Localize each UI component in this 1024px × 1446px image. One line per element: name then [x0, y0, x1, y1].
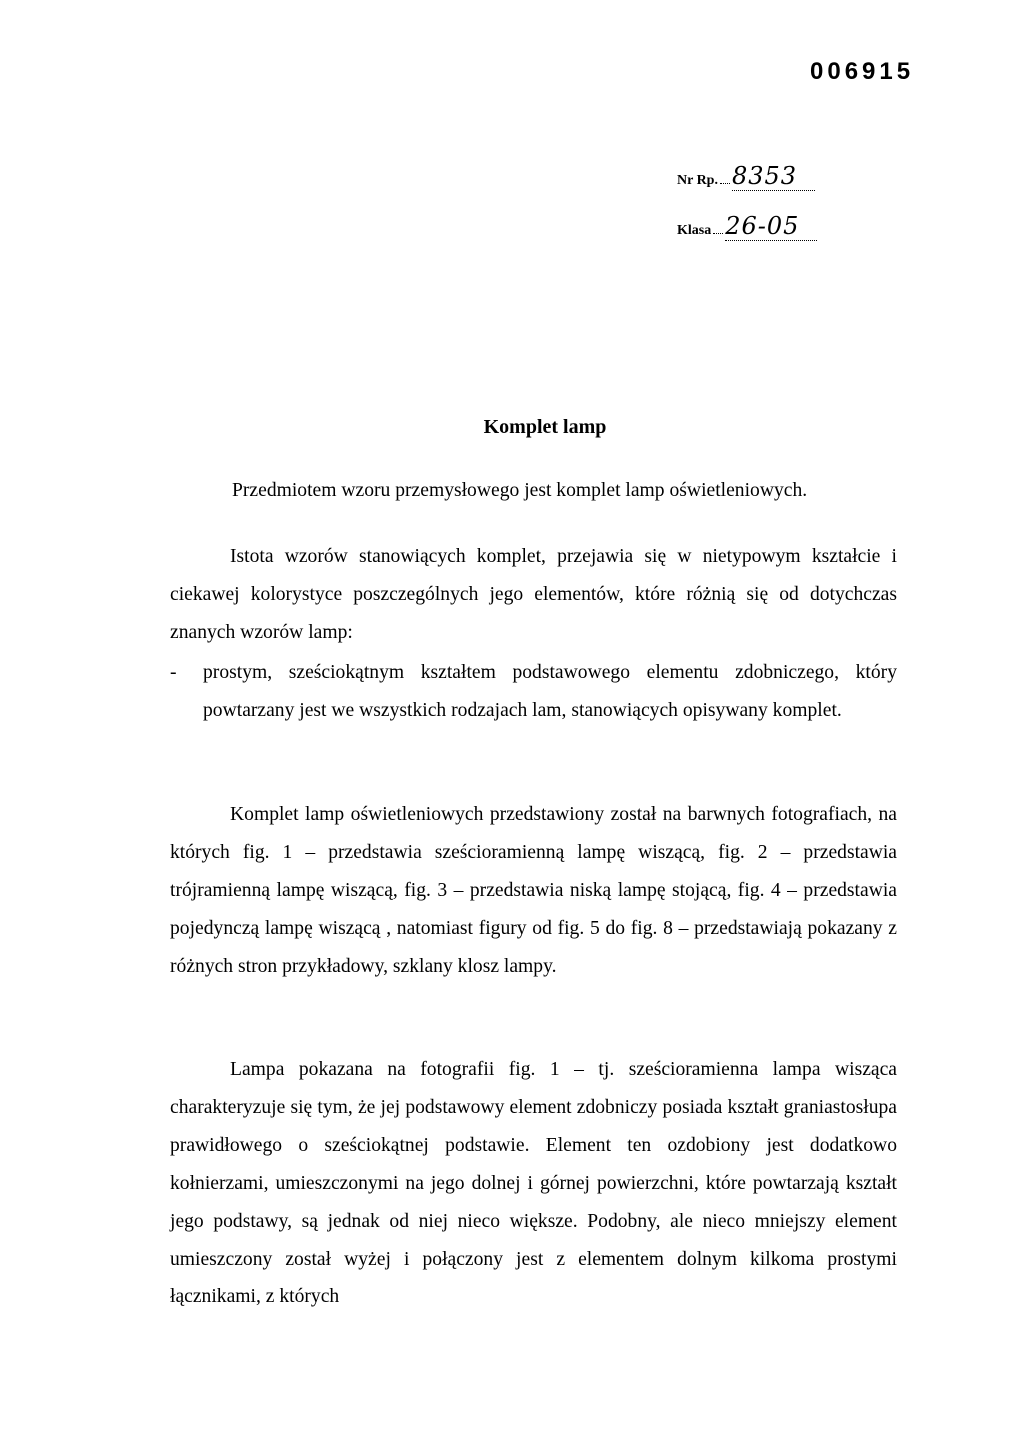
paragraph-lamp-description: Lampa pokazana na fotografii fig. 1 – tj. sześcioramienna lampa wisząca charakteryzuje się tym, że jej podstawowy element zdobniczy posiada kształt graniastosłupa prawidłowego o sześciokątnej podstawie. Element ten ozdobiony jest dodatkowo kołnierzami, umieszczonymi na jego dolnej i górnej powierzchni, które powtarzają kształt jego podstawy, są jednak od niej nieco większe. Podobny, ale nieco mniejszy element umieszczony został wyżej i połączony jest z elementem dolnym kilkoma prostymi łącznikami, z których	[170, 1059, 897, 1308]
registration-number-label: Nr Rp.	[677, 173, 718, 188]
class-line	[677, 212, 817, 241]
document-title: Komplet lamp	[483, 416, 607, 438]
document-number: 006915	[810, 58, 915, 85]
class-label: Klasa	[677, 223, 712, 238]
list-bullet-dash: -	[170, 662, 177, 683]
paragraph-set-description: Komplet lamp oświetleniowych przedstawiony został na barwnych fotografiach, na których fig. 1 – przedstawia sześcioramienną lampę wiszącą, fig. 2 – przedstawia trójramienną lampę wiszącą, fig. 3 – przedstawia niską lampę stojącą, fig. 4 – przedstawia pojedynczą lampę wiszącą , natomiast figury od fig. 5 do fig. 8 – przedstawiają pokazany z różnych stron przykładowy, szklany klosz lampy.	[170, 804, 897, 977]
registration-number-line	[677, 162, 815, 191]
list-item-shape: prostym, sześciokątnym kształtem podstawowego elementu zdobniczego, który powtarzany jest we wszystkich rodzajach lam, stanowiących opisywany komplet.	[203, 662, 897, 721]
registration-number-value: 8353	[732, 162, 815, 191]
class-value: 26-05	[725, 212, 817, 241]
dotted-leader	[713, 232, 723, 234]
dotted-leader	[720, 182, 730, 184]
paragraph-essence: Istota wzorów stanowiących komplet, przejawia się w nietypowym kształcie i ciekawej kolorystyce poszczególnych jego elementów, które różnią się od dotychczas znanych wzorów lamp:	[170, 546, 897, 643]
paragraph-intro: Przedmiotem wzoru przemysłowego jest komplet lamp oświetleniowych.	[232, 480, 808, 501]
